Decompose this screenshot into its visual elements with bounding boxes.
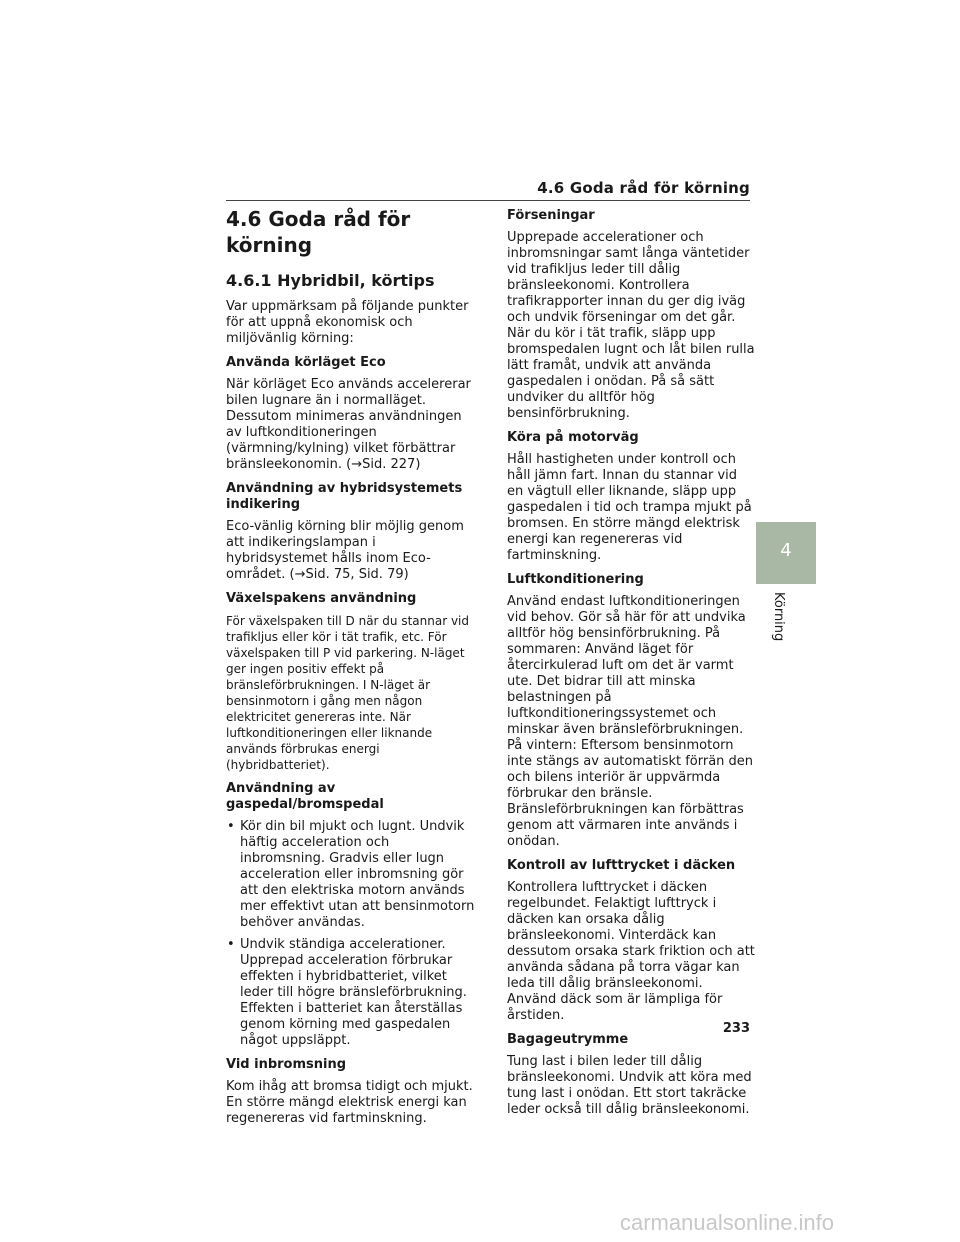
page-number: 233	[722, 1021, 750, 1036]
tire-pressure-heading: Kontroll av lufttrycket i däcken	[507, 858, 736, 873]
luggage-paragraph: Tung last i bilen leder till dålig bränsleekonomi. Undvik att köra med tung last i onödan. Ett stort takräcke leder också till dålig bränsleekonomi.	[507, 1054, 752, 1117]
watermark-text: carmanualsonline.info	[620, 1210, 835, 1235]
highway-paragraph: Håll hastigheten under kontroll och håll jämn fart. Innan du stannar vid en vägtull eller liknande, släpp upp gaspedalen i tid och trampa mjukt på bromsen. En större mängd elektrisk energi kan regenereras vid fartminskning.	[507, 452, 752, 563]
bullet-dot-icon: •	[227, 937, 235, 952]
shift-lever-heading: Växelspakens användning	[226, 591, 417, 606]
tire-pressure-paragraph: Kontrollera lufttrycket i däcken regelbundet. Felaktigt lufttryck i däcken kan orsaka dålig bränsleekonomi. Vinterdäck kan dessutom orsaka stark friktion och att använda sådana på torra vägar kan leda till dålig bränsleekonomi. Använd däck som är lämpliga för årstiden.	[507, 880, 755, 1023]
eco-mode-paragraph: När körläget Eco används accelererar bilen lugnare än i normalläget. Dessutom minimeras användningen av luftkonditioneringen (värmning/kylning) vilket förbättrar bränsleekonomin. (→Sid. 227)	[226, 377, 471, 472]
bullet-text: Kör din bil mjukt och lugnt. Undvik häftig acceleration och inbromsning. Gradvis eller lugn acceleration eller inbromsning gör att den elektriska motorn används mer effektivt utan att bensinmotorn behöver användas.	[240, 819, 475, 930]
bullet-text: Undvik ständiga accelerationer. Upprepad acceleration förbrukar effekten i hybridbatteriet, vilket leder till högre bränsleförbrukning. Effekten i batteriet kan återställas genom körning med gaspedalen något uppsläppt.	[240, 937, 467, 1048]
list-item	[226, 819, 476, 931]
delays-heading: Förseningar	[507, 208, 595, 223]
pedal-bullet-list	[226, 819, 476, 1049]
air-conditioning-heading: Luftkonditionering	[507, 572, 644, 587]
eco-mode-heading: Använda körläget Eco	[226, 355, 386, 370]
pedal-heading: Användning av gaspedal/bromspedal	[226, 781, 384, 812]
highway-heading: Köra på motorväg	[507, 430, 639, 445]
air-conditioning-paragraph: Använd endast luftkonditioneringen vid behov. Gör så här för att undvika alltför hög bensinförbrukning. På sommaren: Använd läget för återcirkulerad luft om det är varmt ute. Det bidrar till att minska belastningen på luftkonditioneringssystemet och minskar även bränsleförbrukningen. På vintern: Eftersom bensinmotorn inte stängs av automatiskt förrän den och bilens interiör är uppvärmda förbrukar den bränsle. Bränsleförbrukningen kan förbättras genom att värmaren inte används i onödan.	[507, 594, 754, 849]
section-title: 4.6.1 Hybridbil, körtips	[226, 271, 435, 290]
chapter-tab-label: Körning	[771, 592, 786, 642]
header-divider	[226, 200, 750, 201]
luggage-heading: Bagageutrymme	[507, 1032, 629, 1047]
chapter-tab-number: 4	[780, 540, 792, 561]
shift-lever-paragraph: För växelspaken till D när du stannar vid trafikljus eller kör i tät trafik, etc. För växelspaken till P vid parkering. N-läget ger ingen positiv effekt på bränsleförbrukningen. I N-läget är bensinmotorn i gång men någon elektricitet genereras inte. När luftkonditioneringen eller liknande används förbrukas energi (hybridbatteriet).	[226, 614, 470, 772]
intro-paragraph: Var uppmärksam på följande punkter för att uppnå ekonomisk och miljövänlig körning:	[226, 299, 469, 346]
left-column	[226, 206, 476, 1135]
running-header-title: 4.6 Goda råd för körning	[537, 179, 750, 197]
hybrid-indicator-heading: Användning av hybridsystemets indikering	[226, 481, 463, 512]
hybrid-indicator-paragraph: Eco-vänlig körning blir möjlig genom att indikeringslampan i hybridsystemet hålls inom Eco-området. (→Sid. 75, Sid. 79)	[226, 519, 464, 582]
braking-heading: Vid inbromsning	[226, 1057, 347, 1072]
bullet-dot-icon: •	[227, 819, 235, 834]
braking-paragraph: Kom ihåg att bromsa tidigt och mjukt. En större mängd elektrisk energi kan regenereras vid fartminskning.	[226, 1079, 473, 1126]
delays-paragraph: Upprepade accelerationer och inbromsningar samt långa väntetider vid trafikljus leder till dålig bränsleekonomi. Kontrollera trafikrapporter innan du ger dig iväg och undvik förseningar om det går. När du kör i tät trafik, släpp upp bromspedalen lugnt och låt bilen rulla lätt framåt, undvik att använda gaspedalen i onödan. På så sätt undviker du alltför hög bensinförbrukning.	[507, 230, 755, 421]
chapter-title: 4.6 Goda råd för körning	[226, 207, 411, 257]
right-column	[507, 208, 755, 1126]
list-item	[226, 937, 476, 1049]
